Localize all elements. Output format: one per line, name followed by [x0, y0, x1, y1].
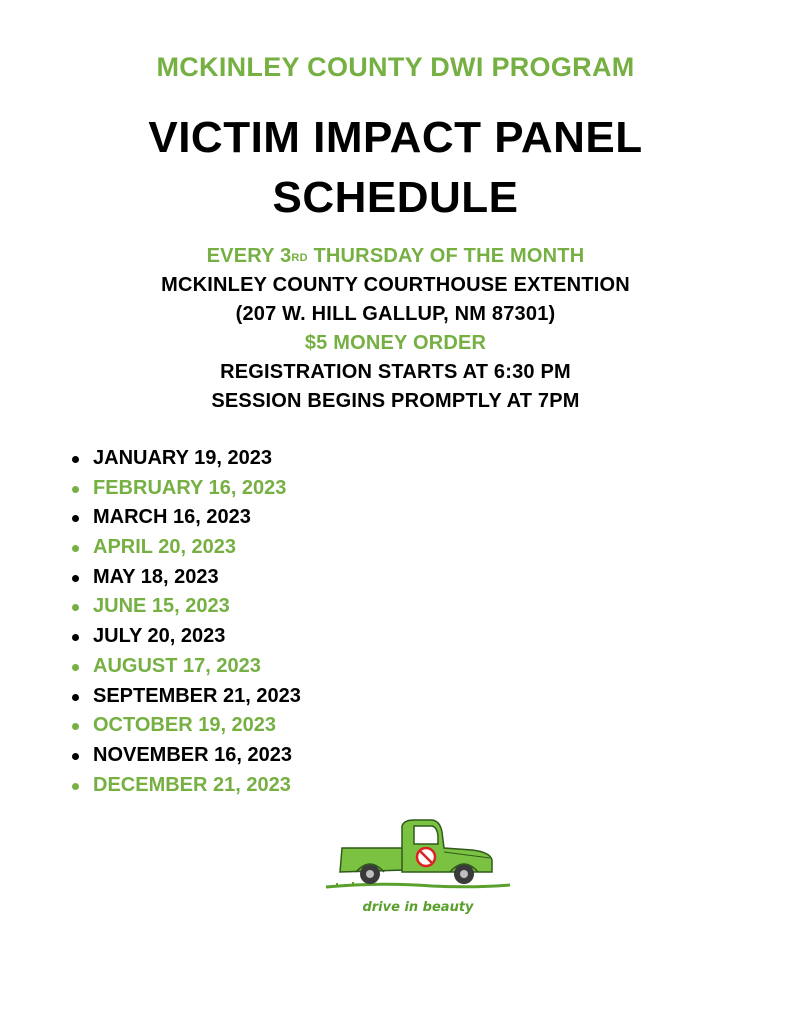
registration-line: REGISTRATION STARTS AT 6:30 PM [220, 361, 571, 383]
date-list-item [62, 711, 301, 741]
date-text: OCTOBER 19, 2023 [93, 714, 277, 737]
bullet-icon [72, 723, 79, 730]
frequency-prefix: EVERY 3 [206, 245, 292, 267]
bullet-icon [72, 664, 79, 671]
bullet-icon [72, 753, 79, 760]
date-list-item [62, 652, 301, 682]
frequency-suffix: THURSDAY OF THE MONTH [307, 245, 585, 267]
bullet-icon [72, 783, 79, 790]
date-text: DECEMBER 21, 2023 [93, 773, 291, 796]
title-line-1: VICTIM IMPACT PANEL [148, 113, 643, 162]
date-text: JULY 20, 2023 [93, 625, 226, 648]
schedule-date-list [62, 444, 301, 800]
title-line-2: SCHEDULE [272, 173, 519, 222]
bullet-icon [72, 575, 79, 582]
date-list-item [62, 533, 301, 563]
date-text: NOVEMBER 16, 2023 [93, 743, 292, 766]
date-list-item [62, 592, 301, 622]
date-text: MARCH 16, 2023 [93, 506, 251, 529]
event-info [0, 242, 791, 416]
frequency-line [0, 242, 791, 271]
date-text: MAY 18, 2023 [93, 565, 219, 588]
bullet-icon [72, 545, 79, 552]
page-title [0, 108, 791, 228]
location-line: MCKINLEY COUNTY COURTHOUSE EXTENTION [161, 274, 630, 296]
date-text: JUNE 15, 2023 [93, 595, 230, 618]
fee-line: $5 MONEY ORDER [304, 332, 487, 354]
date-list-item [62, 474, 301, 504]
bullet-icon [72, 694, 79, 701]
bullet-icon [72, 456, 79, 463]
bullet-icon [72, 486, 79, 493]
date-text: SEPTEMBER 21, 2023 [93, 684, 301, 707]
date-text: FEBRUARY 16, 2023 [93, 476, 287, 499]
address-line: (207 W. HILL GALLUP, NM 87301) [235, 303, 556, 325]
program-name: MCKINLEY COUNTY DWI PROGRAM [156, 52, 635, 82]
date-list-item [62, 771, 301, 801]
bullet-icon [72, 515, 79, 522]
date-list-item [62, 503, 301, 533]
frequency-ordinal: RD [291, 252, 308, 264]
logo-tagline: drive in beauty [362, 900, 474, 915]
date-list-item [62, 622, 301, 652]
date-list-item [62, 563, 301, 593]
bullet-icon [72, 604, 79, 611]
date-text: AUGUST 17, 2023 [93, 654, 261, 677]
date-list-item [62, 682, 301, 712]
date-text: APRIL 20, 2023 [93, 536, 237, 559]
session-line: SESSION BEGINS PROMPTLY AT 7PM [211, 390, 580, 412]
date-text: JANUARY 19, 2023 [93, 447, 272, 469]
bullet-icon [72, 634, 79, 641]
date-list-item [62, 444, 301, 474]
date-list-item [62, 741, 301, 771]
